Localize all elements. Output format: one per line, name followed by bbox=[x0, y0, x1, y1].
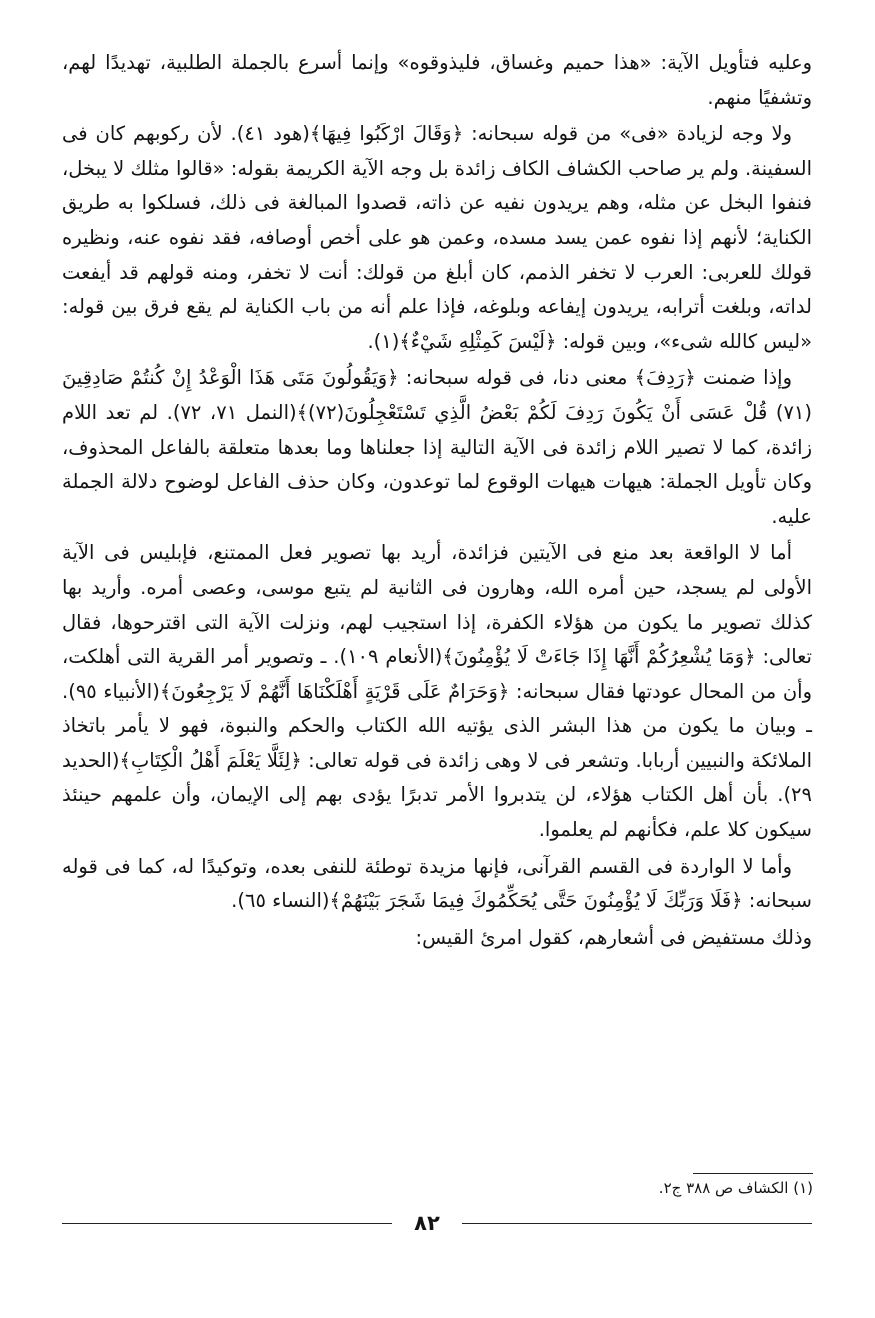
page-number: ٨٢ bbox=[414, 1211, 440, 1235]
footnote: (١) الكشاف ص ٣٨٨ ج٢. bbox=[658, 1179, 813, 1197]
footer-rule-right bbox=[462, 1223, 812, 1224]
paragraph-3: وإذا ضمنت ﴿رَدِفَ﴾ معنى دنا، فى قوله سبحانه: ﴿وَيَقُولُونَ مَتَى هَذَا الْوَعْدُ إِنْ كُنتُمْ صَادِقِينَ (٧١) قُلْ عَسَى أَنْ يَكُونَ رَدِفَ لَكُمْ بَعْضُ الَّذِي تَسْتَعْجِلُونَ(٧٢)﴾(النمل ٧١، ٧٢). لم تعد اللام زائدة، كما لا تصير اللام زائدة فى الآية التالية إذا جعلناها وما بعدها متعلقة بالفاعل المحذوف، وكان تأويل الجملة: هيهات هيهات الوقوع لما توعدون، وكان حذف الفاعل لوضوح دلالة الجملة عليه. bbox=[62, 366, 812, 528]
paragraph-1: وعليه فتأويل الآية: «هذا حميم وغساق، فليذوقوه» وإنما أسرع بالجملة الطلبية، تهديدًا لهم، وتشفيًا منهم. bbox=[62, 51, 812, 109]
paragraph-4: أما لا الواقعة بعد منع فى الآيتين فزائدة، أريد بها تصوير فعل الممتنع، فإبليس فى الآية الأولى لم يسجد، حين أمره الله، وهارون فى الثانية لم يتبع موسى، وعصى أمره. وأريد بها كذلك تصوير ما يكون من هؤلاء الكفرة، إذا استجيب لهم، ونزلت الآية التى اقترحوها، فقال تعالى: ﴿وَمَا يُشْعِرُكُمْ أَنَّهَا إِذَا جَاءَتْ لَا يُؤْمِنُونَ﴾(الأنعام ١٠٩). ـ وتصوير أمر القرية التى أهلكت، وأن من المحال عودتها فقال سبحانه: ﴿وَحَرَامٌ عَلَى قَرْيَةٍ أَهْلَكْنَاهَا أَنَّهُمْ لَا يَرْجِعُونَ﴾(الأنبياء ٩٥). ـ وبيان ما يكون من هذا البشر الذى يؤتيه الله الكتاب والحكم والنبوة، فهو لا يأمر باتخاذ الملائكة والنبيين أربابا. وتشعر فى لا وهى زائدة فى قوله تعالى: ﴿لِئَلَّا يَعْلَمَ أَهْلُ الْكِتَابِ﴾(الحديد ٢٩). بأن أهل الكتاب هؤلاء، لن يتدبروا الأمر تدبرًا يؤدى بهم إلى الإيمان، وأن علمهم حينئذ سيكون كلا علم، فكأنهم لم يعلموا. bbox=[62, 541, 812, 842]
page-body bbox=[62, 46, 812, 957]
footnote-divider bbox=[693, 1173, 813, 1174]
paragraph-2: ولا وجه لزيادة «فى» من قوله سبحانه: ﴿وَقَالَ ارْكَبُوا فِيهَا﴾(هود ٤١). لأن ركوبهم كان فى السفينة. ولم ير صاحب الكشاف الكاف زائدة بل وجه الآية الكريمة بقوله: «قالوا مثلك لا يبخل، فنفوا البخل عن مثله، وهم يريدون نفيه عن ذاته، قصدوا المبالغة فى ذلك، فسلكوا به طريق الكناية؛ لأنهم إذا نفوه عمن يسد مسده، وعمن هو على أخص أوصافه، فقد نفوه عنه، ونظيره قولك للعربى: العرب لا تخفر الذمم، كان أبلغ من قولك: أنت لا تخفر، ومنه قولهم قد أيفعت لداته، وبلغت أترابه، يريدون إيفاعه وبلوغه، فإذا علم أنه من باب الكناية لم يقع فرق بين قوله: «ليس كالله شىء»، وبين قوله: ﴿لَيْسَ كَمِثْلِهِ شَيْءٌ﴾(١). bbox=[62, 122, 812, 353]
footer-rule-left bbox=[62, 1223, 392, 1224]
paragraph-5: وأما لا الواردة فى القسم القرآنى، فإنها مزيدة توطئة للنفى بعده، وتوكيدًا له، كما فى قوله سبحانه: ﴿فَلَا وَرَبِّكَ لَا يُؤْمِنُونَ حَتَّى يُحَكِّمُوكَ فِيمَا شَجَرَ بَيْنَهُمْ﴾(النساء ٦٥). bbox=[62, 854, 812, 913]
paragraph-6: وذلك مستفيض فى أشعارهم، كقول امرئ القيس: bbox=[415, 925, 812, 949]
